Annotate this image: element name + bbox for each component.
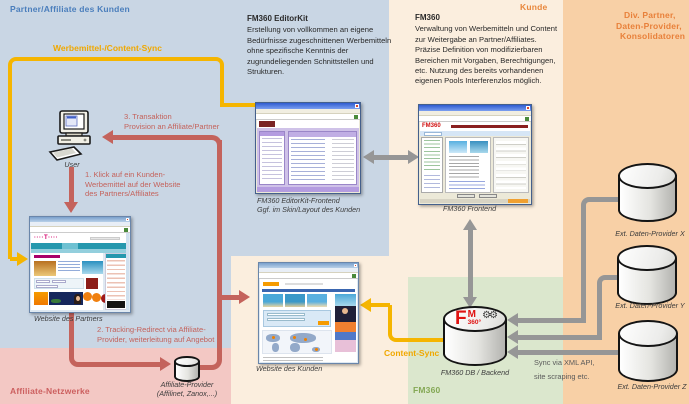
close-icon — [126, 218, 129, 221]
partner-promo-orange — [34, 292, 48, 305]
werbemittel-sync-arrowhead — [17, 252, 28, 266]
editorkit-frontend-sync-arrow-left — [363, 150, 374, 164]
tree-panel-header — [260, 132, 284, 136]
frontend-db-sync-line — [468, 230, 473, 298]
frontend-logo: FM360 — [422, 123, 441, 129]
right-col-photo — [335, 294, 356, 306]
sidebar-rows-decor — [107, 260, 125, 300]
affiliate-provider-caption — [147, 380, 227, 398]
map-marker — [272, 336, 275, 339]
editorkit-description-title: FM360 EditorKit — [247, 14, 308, 23]
cylinder-top — [618, 320, 678, 347]
desert-photo — [34, 261, 56, 276]
fm360-frontend-window — [418, 104, 532, 205]
website-partner-window — [29, 216, 131, 313]
step3-line2: Provision an Affiliate/Partner — [124, 121, 220, 131]
map-marker — [293, 336, 296, 339]
fm360-db-logo — [455, 308, 496, 329]
partner-scrollbar — [126, 233, 129, 310]
step3-text — [124, 112, 219, 131]
website-kunde-caption: Website des Kunden — [256, 364, 323, 373]
affiliate-provider-line1: Affiliate-Provider — [160, 380, 214, 389]
werbemittel-sync-into-editorkit — [221, 103, 255, 107]
div-partner-line1: Div. Partner, — [624, 10, 676, 20]
map-marker — [304, 338, 307, 341]
frontend-status-accent — [508, 199, 528, 203]
werbemittel-sync-label: Werbemittel-/Content-Sync — [53, 43, 162, 53]
frontend-form-panel — [493, 137, 529, 193]
frontend-tree-decor — [424, 140, 440, 170]
redirect-branch-line — [222, 295, 240, 300]
provider-z-into-db-line — [517, 350, 618, 355]
go-icon — [354, 115, 358, 119]
fm360-logo-degrees: 360° — [467, 319, 482, 326]
go-icon — [124, 228, 128, 232]
beach-thumb — [285, 294, 305, 307]
search-button — [318, 321, 329, 325]
werbemittel-sync-left-down — [8, 100, 12, 259]
beach-thumb — [307, 294, 327, 307]
provider-x-arrowhead — [507, 313, 518, 327]
price-badge — [83, 292, 92, 301]
cylinder-top — [618, 163, 677, 189]
step1-line3: des Partners/Affiliates — [85, 189, 159, 199]
kunde-header-decor — [285, 283, 323, 285]
list-names-decor — [291, 139, 325, 182]
provider-y-caption: Ext. Daten-Provider Y — [615, 301, 685, 310]
form-cell — [36, 280, 50, 283]
tree-rows-decor — [262, 138, 282, 182]
list-dates-decor — [332, 139, 354, 182]
provider-x-caption: Ext. Daten-Provider X — [615, 229, 685, 238]
step1-line2: Werbemittel auf der Website — [85, 179, 181, 189]
price-badge — [92, 293, 101, 302]
affiliate-provider-line2: (Affilinet, Zanox,...) — [156, 389, 218, 398]
photo-thumb — [449, 141, 467, 153]
gear-icon: ⚙⚙ — [482, 310, 496, 321]
right-col-orange — [335, 322, 356, 332]
step2-arrowhead — [160, 357, 171, 371]
frontend-logo-stripe — [451, 125, 528, 128]
fm360-logo-m: M — [467, 309, 476, 320]
beach-photo — [82, 261, 103, 274]
provider-y-database-icon — [617, 245, 677, 305]
div-partner-line2: Daten-Provider, — [616, 20, 682, 31]
partner-heading-decor — [34, 255, 60, 258]
photo-thumb — [470, 141, 488, 153]
fm360-description-title: FM360 — [415, 13, 440, 22]
editorkit-frontend-window — [255, 102, 361, 194]
provider-x-into-db-line — [517, 318, 583, 323]
content-sync-arrow-line — [371, 303, 390, 307]
frontend-form-rows-decor — [496, 141, 526, 189]
search-field — [267, 318, 305, 321]
beach-thumb — [263, 294, 283, 307]
frontend-button — [479, 194, 497, 198]
sync-xml-text — [534, 356, 595, 383]
editorkit-logo — [259, 121, 275, 127]
step3-arrowhead — [102, 130, 113, 144]
kunde-navline — [262, 289, 355, 292]
go-icon — [525, 117, 529, 121]
provider-z-arrowhead — [507, 345, 518, 359]
region-label-kunde: Kunde — [520, 2, 548, 12]
partner-midtext-decor — [58, 261, 80, 273]
provider-z-caption: Ext. Daten-Provider Z — [617, 382, 687, 391]
div-partner-line3: Konsolidatoren — [620, 31, 686, 41]
tonline-logo: ····T···· — [34, 235, 59, 241]
region-label-div-partner — [600, 10, 689, 42]
user-computer-icon — [48, 110, 94, 162]
region-label-fm360: FM360 — [413, 385, 441, 395]
close-icon — [526, 106, 530, 110]
kunde-right-column — [335, 294, 356, 359]
region-label-partner-affiliate: Partner/Affiliate des Kunden — [10, 4, 130, 14]
editorkit-description-body: Erstellung von vollkommen an eigene Bedürfnisse zugeschnittenen Werbemitteln ohne spezifische Kenntnis der zugrundeliegenden Schnittstellen und Strukturen. — [247, 25, 392, 77]
redirect-branch-arrowhead — [239, 290, 250, 304]
form-cell — [52, 280, 66, 283]
frontend-db-sync-arrow-up — [463, 219, 477, 230]
step3-top-elbow — [112, 135, 222, 175]
sync-xml-line1: Sync via XML API, — [534, 358, 595, 367]
frontend-text-decor — [449, 156, 479, 178]
frontend-tree-decor2 — [424, 175, 440, 190]
werbemittel-sync-loop — [8, 57, 224, 107]
editorkit-frontend-sync-line — [373, 155, 409, 160]
list-panel-header — [289, 132, 356, 137]
content-sync-arrowhead — [360, 298, 371, 312]
map-continent — [290, 343, 300, 352]
close-icon — [354, 264, 357, 267]
banner-woman-face — [76, 296, 80, 301]
editorkit-frontend-caption — [257, 196, 360, 214]
map-marker — [315, 348, 318, 351]
banner-island — [51, 299, 61, 303]
kunde-logo — [263, 282, 279, 286]
editorkit-caption-line1: FM360 EditorKit-Frontend — [257, 196, 340, 205]
right-col-pink — [335, 340, 356, 352]
fm360-db-database-icon — [443, 306, 507, 366]
content-sync-label: Content-Sync — [384, 348, 440, 358]
frontend-center-panel — [445, 137, 491, 193]
right-col-blue — [335, 332, 356, 340]
content-sync-elbow — [388, 305, 446, 342]
website-partner-caption: Website des Partners — [34, 314, 103, 323]
step1-line1: 1. Klick auf ein Kunden- — [85, 170, 166, 179]
step2-line1: 2. Tracking-Redirect via Affiliate- — [97, 325, 206, 334]
region-label-affiliate-netzwerke: Affiliate-Netzwerke — [10, 386, 90, 396]
frontend-tree-panel — [421, 137, 443, 193]
editorkit-description — [247, 14, 400, 77]
user-label: User — [64, 160, 80, 169]
editorkit-caption-line2: Ggf. im Skin/Layout des Kunden — [257, 205, 361, 214]
form-cell — [36, 285, 58, 288]
sidebar-footer — [107, 301, 125, 308]
provider-y-into-db-line — [517, 335, 599, 340]
kunde-bottom-decor — [263, 357, 323, 362]
provider-y-arrowhead — [507, 330, 518, 344]
provider-z-database-icon — [618, 320, 678, 382]
map-continent — [272, 343, 279, 352]
sidebar-header — [106, 254, 126, 258]
fm360-description-body: Verwaltung von Werbemitteln und Content zur Weitergabe an Partner/Affiliates. Präzise Definition von modifizierbaren Bereichen mit Vorgaben, Berechtigungen, etc. Nutzung des bereits vorhandenen eigenen Pools Interferenzlos möglich. — [415, 24, 558, 86]
step2-line2: Provider, weiterleitung auf Angebot — [97, 334, 215, 344]
website-kunde-window — [258, 262, 359, 364]
editorkit-list-panel — [288, 131, 357, 185]
step3-line1: 3. Transaktion — [124, 112, 172, 121]
world-map — [262, 330, 332, 354]
right-col-person — [335, 306, 356, 322]
fm360-logo-f: F — [455, 308, 467, 329]
editorkit-tree-panel — [259, 131, 285, 185]
provider-x-database-icon — [618, 163, 677, 222]
frontend-link-decor — [449, 181, 485, 191]
frontend-button — [457, 194, 475, 198]
affiliate-provider-database-icon — [174, 356, 200, 382]
partner-header-decor — [90, 237, 120, 240]
frontend-tab — [424, 132, 442, 136]
go-icon — [352, 274, 356, 278]
partner-ad-box — [86, 278, 98, 289]
step1-arrowhead — [64, 202, 78, 213]
fm360-frontend-caption: FM360 Frontend — [443, 204, 497, 213]
partner-sidebar — [105, 253, 127, 310]
sync-xml-line2: site scraping etc. — [534, 371, 590, 381]
fm360-db-caption: FM360 DB / Backend — [440, 368, 510, 377]
step1-line — [69, 167, 74, 203]
close-icon — [355, 104, 359, 108]
search-field — [267, 313, 305, 316]
editorkit-statusbar — [257, 187, 359, 192]
fm360-description — [415, 13, 562, 87]
person-face — [342, 308, 348, 314]
